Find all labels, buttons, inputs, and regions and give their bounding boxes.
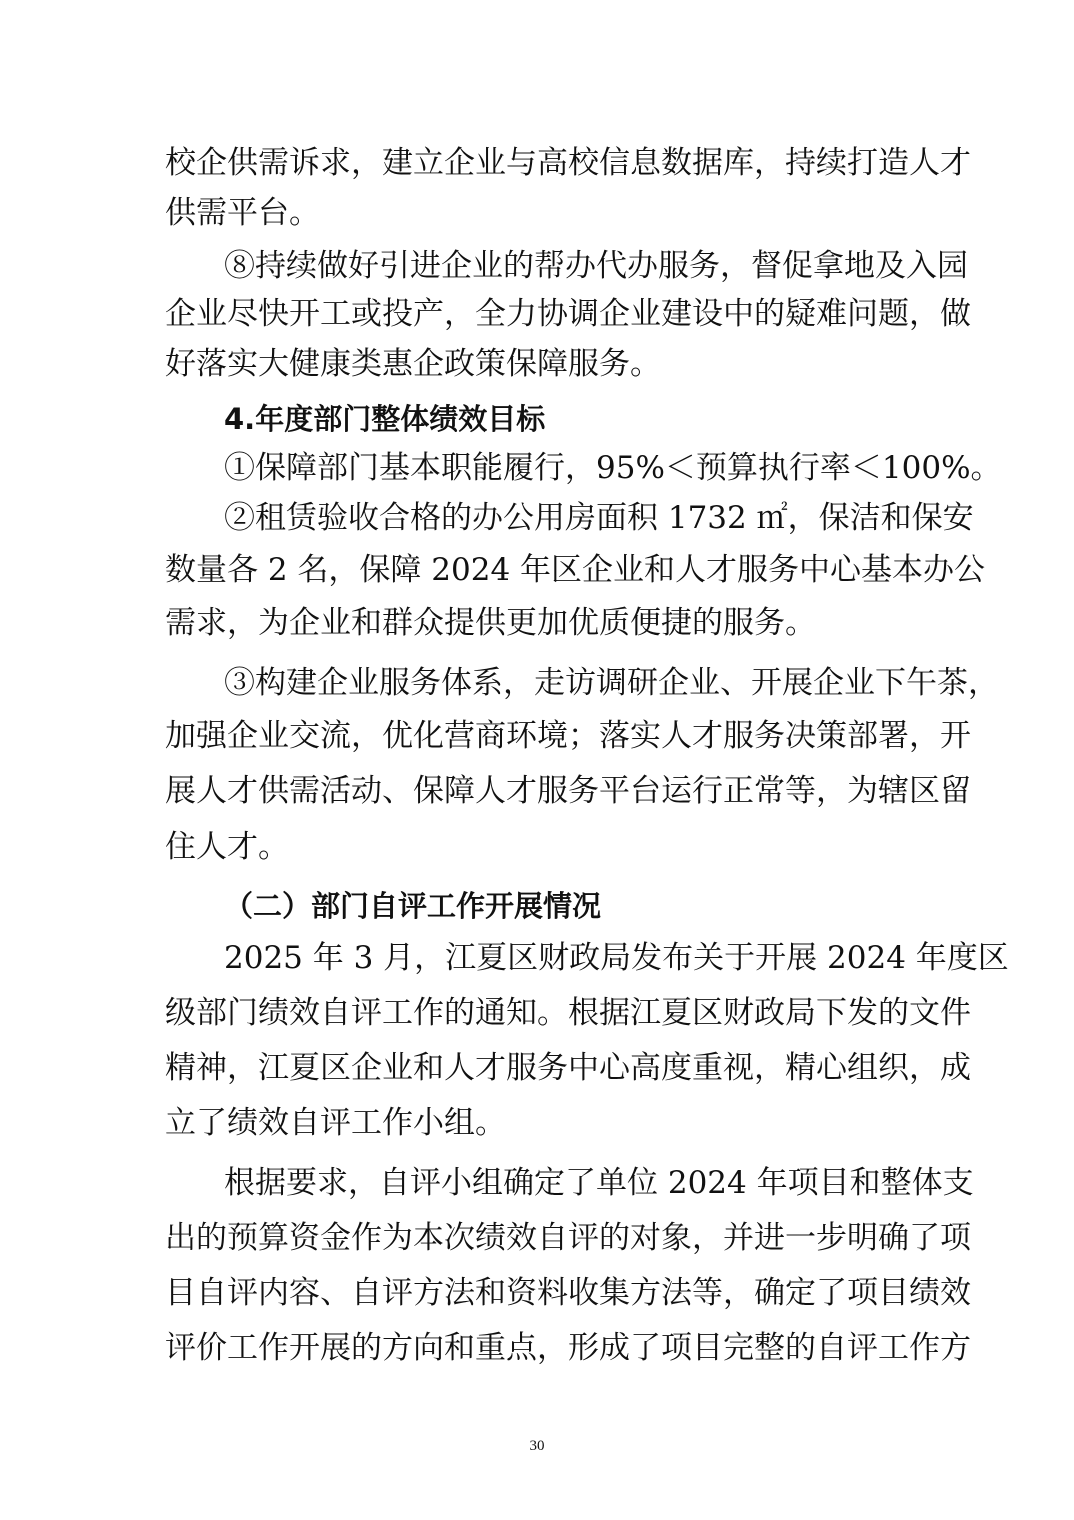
body-text-line: 校企供需诉求，建立企业与高校信息数据库，持续打造人才 [165,145,971,181]
page-number: 30 [529,1438,545,1454]
body-text-line: ⑧持续做好引进企业的帮办代办服务，督促拿地及入园 [224,248,968,284]
body-text-line: 根据要求，自评小组确定了单位 2024 年项目和整体支 [224,1165,974,1201]
section-heading: 4.年度部门整体绩效目标 [224,402,546,436]
body-text-line: 出的预算资金作为本次绩效自评的对象，并进一步明确了项 [165,1220,971,1256]
body-text-line: 目自评内容、自评方法和资料收集方法等，确定了项目绩效 [165,1275,971,1311]
body-text-line: 企业尽快开工或投产，全力协调企业建设中的疑难问题，做 [165,296,971,332]
body-text-line: 住人才。 [165,829,289,865]
body-text-line: ①保障部门基本职能履行，95%＜预算执行率＜100%。 [224,450,1002,486]
body-text-line: 立了绩效自评工作小组。 [165,1105,506,1141]
body-text-line: 供需平台。 [165,195,320,231]
section-heading: （二）部门自评工作开展情况 [224,889,602,923]
body-text-line: 精神，江夏区企业和人才服务中心高度重视，精心组织，成 [165,1050,971,1086]
body-text-line: 加强企业交流，优化营商环境；落实人才服务决策部署，开 [165,718,971,754]
body-text-line: 2025 年 3 月，江夏区财政局发布关于开展 2024 年度区 [224,940,1009,976]
body-text-line: 好落实大健康类惠企政策保障服务。 [165,346,661,382]
body-text-line: ②租赁验收合格的办公用房面积 1732 ㎡，保洁和保安 [224,500,974,536]
body-text-line: 需求，为企业和群众提供更加优质便捷的服务。 [165,605,816,641]
body-text-line: 评价工作开展的方向和重点，形成了项目完整的自评工作方 [165,1330,971,1366]
body-text-line: 展人才供需活动、保障人才服务平台运行正常等，为辖区留 [165,773,971,809]
body-text-line: 级部门绩效自评工作的通知。根据江夏区财政局下发的文件 [165,995,971,1031]
body-text-line: ③构建企业服务体系，走访调研企业、开展企业下午茶， [224,665,999,701]
body-text-line: 数量各 2 名，保障 2024 年区企业和人才服务中心基本办公 [165,552,986,588]
